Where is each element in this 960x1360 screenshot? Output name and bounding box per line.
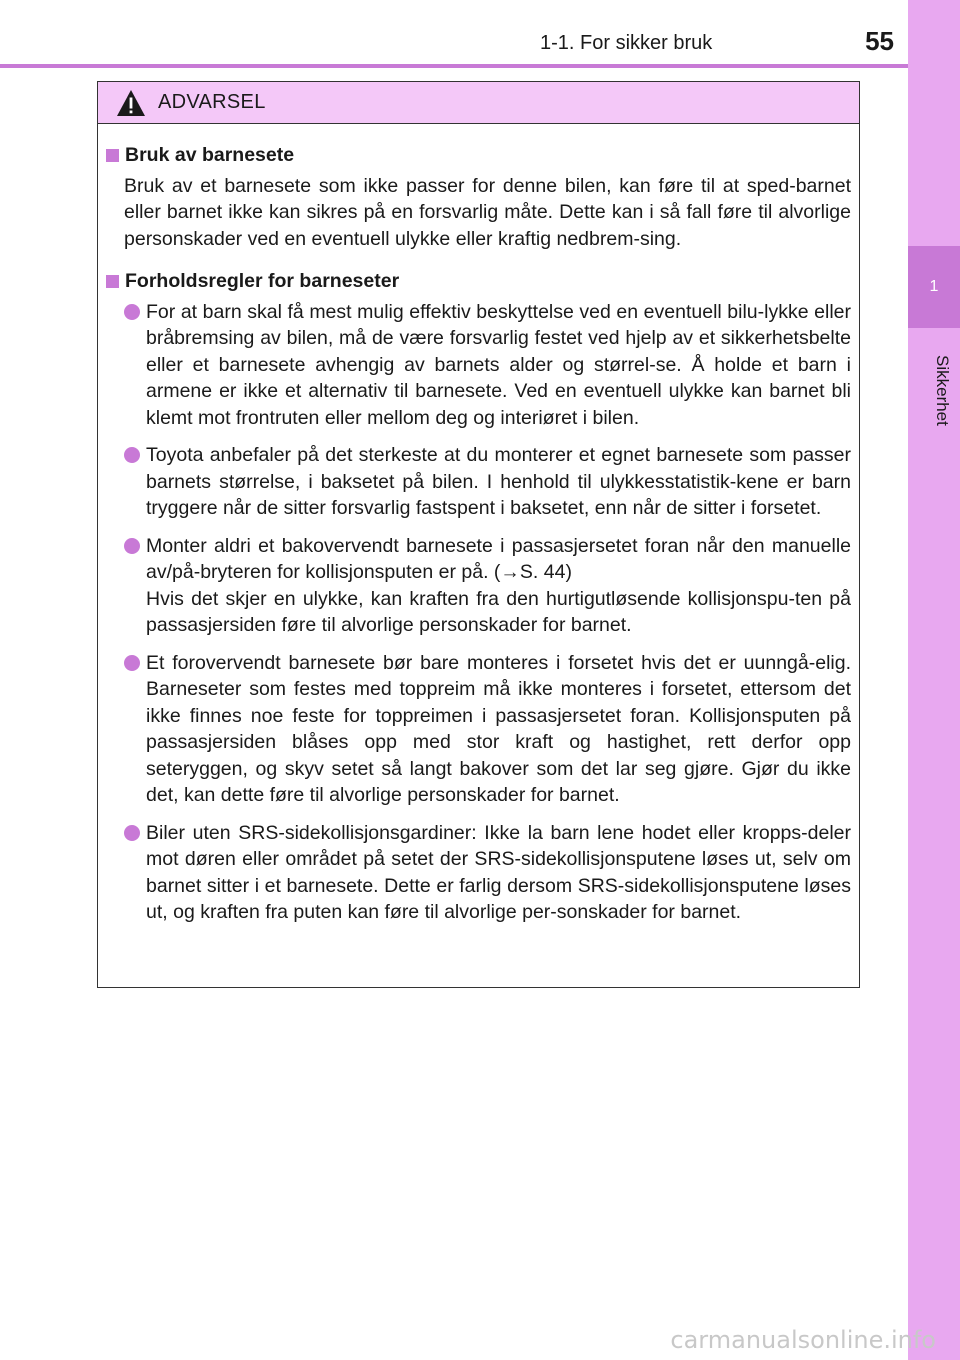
list-item bbox=[124, 533, 851, 639]
chapter-number-tab[interactable] bbox=[908, 246, 960, 328]
watermark: carmanualsonline.info bbox=[670, 1326, 936, 1354]
warning-header bbox=[98, 82, 859, 124]
round-bullet-icon bbox=[124, 447, 140, 463]
round-bullet-icon bbox=[124, 304, 140, 320]
page-number: 55 bbox=[865, 26, 894, 56]
list-item bbox=[124, 442, 851, 522]
square-bullet-icon bbox=[106, 149, 119, 162]
section-heading-text: Bruk av barnesete bbox=[125, 144, 295, 166]
section-title: 1-1. For sikker bruk bbox=[540, 32, 713, 54]
chapter-side-strip bbox=[908, 0, 960, 1360]
list-item-text: Toyota anbefaler på det sterkeste at du monterer et egnet barnesete som passer barnets størrelse, i baksetet på bilen. I henhold til ulykkesstatistik-kene er barn tryggere når de sitter forsvarlig fastspent i baksetet, enn når de sitter i forsetet. bbox=[146, 444, 851, 519]
square-bullet-icon bbox=[106, 275, 119, 288]
warning-title: ADVARSEL bbox=[158, 91, 266, 113]
section-heading bbox=[106, 268, 851, 295]
section-heading-text: Forholdsregler for barneseter bbox=[125, 270, 400, 292]
list-item bbox=[124, 820, 851, 926]
round-bullet-icon bbox=[124, 538, 140, 554]
section-paragraph: Bruk av et barnesete som ikke passer for denne bilen, kan føre til at sped-barnet eller barnet ikke kan sikres på en forsvarlig måte. Dette kan i så fall føre til alvorlige personskader ved en eventuell ulykke eller kraftig nedbrem-sing. bbox=[124, 174, 851, 250]
chapter-number: 1 bbox=[929, 278, 939, 295]
warning-body bbox=[98, 124, 859, 926]
list-item-text: Et forovervendt barnesete bør bare monteres i forsetet hvis det er uunngå-elig. Barneseter som festes med toppreim må ikke monteres i forsetet, ettersom det ikke finnes noe feste for toppreimen i passasjersetet foran. Kollisjonsputen på passasjersiden blåses opp med stor kraft og hastighet, rett derfor opp seteryggen, og skyv setet så langt bakover som det lar seg gjøre. Gjør du ikke det, kan dette føre til alvorlige personskader for barnet. bbox=[146, 651, 851, 806]
header-divider bbox=[0, 64, 908, 68]
warning-box bbox=[97, 81, 860, 988]
list-item-text: For at barn skal få mest mulig effektiv beskyttelse ved en eventuell bilu-lykke eller bråbremsing av bilen, må de være forsvarlig festet ved hjelp av et sikkerhetsbelte eller et barnesete avhengig av barnets alder og størrel-se. Å holde et barn i armene er ikke et alternativ til barnesete. Ved en eventuell ulykke kan barnet bli klemt mot frontruten eller mellom deg og interiøret i bilen. bbox=[146, 300, 851, 429]
round-bullet-icon bbox=[124, 655, 140, 671]
round-bullet-icon bbox=[124, 825, 140, 841]
warning-triangle-icon bbox=[116, 89, 146, 117]
list-item-text: Monter aldri et bakovervendt barnesete i passasjersetet foran når den manuelle av/på-bryteren for kollisjonsputen er på. (→S. 44) bbox=[146, 534, 851, 583]
section-heading bbox=[106, 142, 851, 169]
list-item-continuation: Hvis det skjer en ulykke, kan kraften fra den hurtigutløsende kollisjonspu-ten på passasjersiden føre til alvorlige personskader for barnet. bbox=[146, 587, 851, 636]
list-item-text: Biler uten SRS-sidekollisjonsgardiner: Ikke la barn lene hodet eller kropps-deler mot døren eller området på setet der SRS-sidekollisjonsputene løses ut, selv om barnet sitter i et barnesete. Dette er farlig dersom SRS-sidekollisjonsputene løses ut, og kraften fra puten kan føre til alvorlige per-sonskader for barnet. bbox=[146, 821, 851, 923]
list-item bbox=[124, 650, 851, 809]
chapter-label: Sikkerhet bbox=[933, 354, 952, 426]
list-item bbox=[124, 299, 851, 432]
